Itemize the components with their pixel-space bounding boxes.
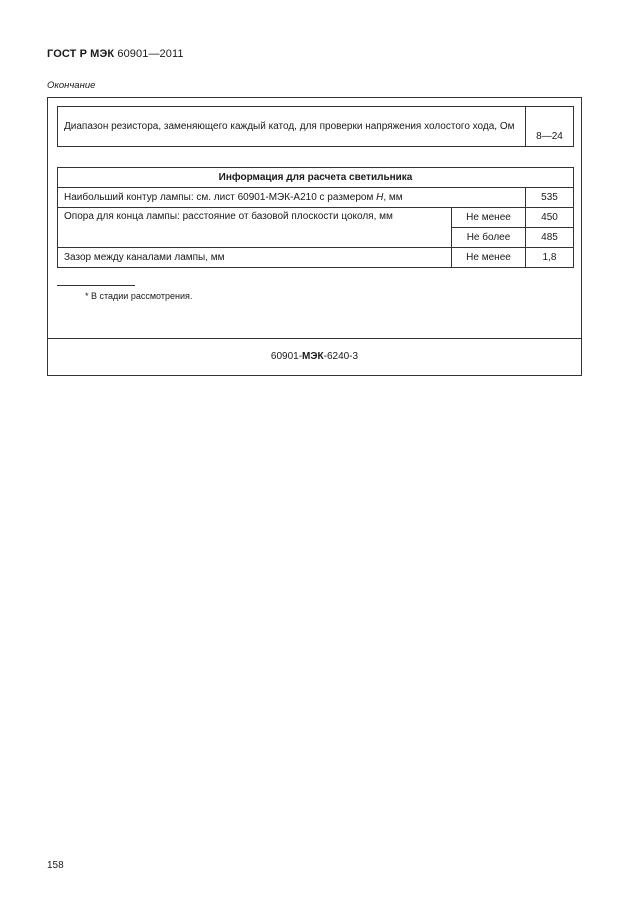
footnote-separator [57,285,135,286]
dimension-symbol: H [376,192,384,203]
lamp-support-label: Опора для конца лампы: расстояние от базовой плоскости цоколя, мм [58,208,452,248]
max-contour-label: Наибольший контур лампы: см. лист 60901-МЭК-А210 с размером H, мм [58,188,526,208]
channel-gap-value: 1,8 [526,248,574,268]
data-sheet-frame [47,97,582,376]
continuation-label: Окончание [47,80,96,91]
table-header-row [58,168,574,188]
lamp-support-min-value: 450 [526,208,574,228]
frame-divider [48,338,581,339]
resistor-table [57,106,574,147]
lamp-support-min-condition: Не менее [452,208,526,228]
standard-prefix: ГОСТ Р МЭК [47,48,115,60]
sheet-designation: 60901-МЭК-6240-3 [270,351,359,362]
table-row [58,248,574,268]
document-header [47,48,184,60]
lamp-support-max-value: 485 [526,228,574,248]
table-title: Информация для расчета светильника [58,168,574,188]
page-number: 158 [47,860,64,871]
max-contour-value: 535 [526,188,574,208]
resistor-range-label: Диапазон резистора, заменяющего каждый катод, для проверки напряжения холостого хода, Ом [58,107,526,147]
table-row [58,188,574,208]
standard-number: 60901—2011 [117,48,184,60]
table-row [58,208,574,228]
channel-gap-condition: Не менее [452,248,526,268]
channel-gap-label: Зазор между каналами лампы, мм [58,248,452,268]
footnote: * В стадии рассмотрения. [85,291,193,301]
resistor-range-value: 8—24 [526,107,574,147]
table-row [58,107,574,147]
lamp-support-max-condition: Не более [452,228,526,248]
luminaire-info-table [57,167,574,268]
